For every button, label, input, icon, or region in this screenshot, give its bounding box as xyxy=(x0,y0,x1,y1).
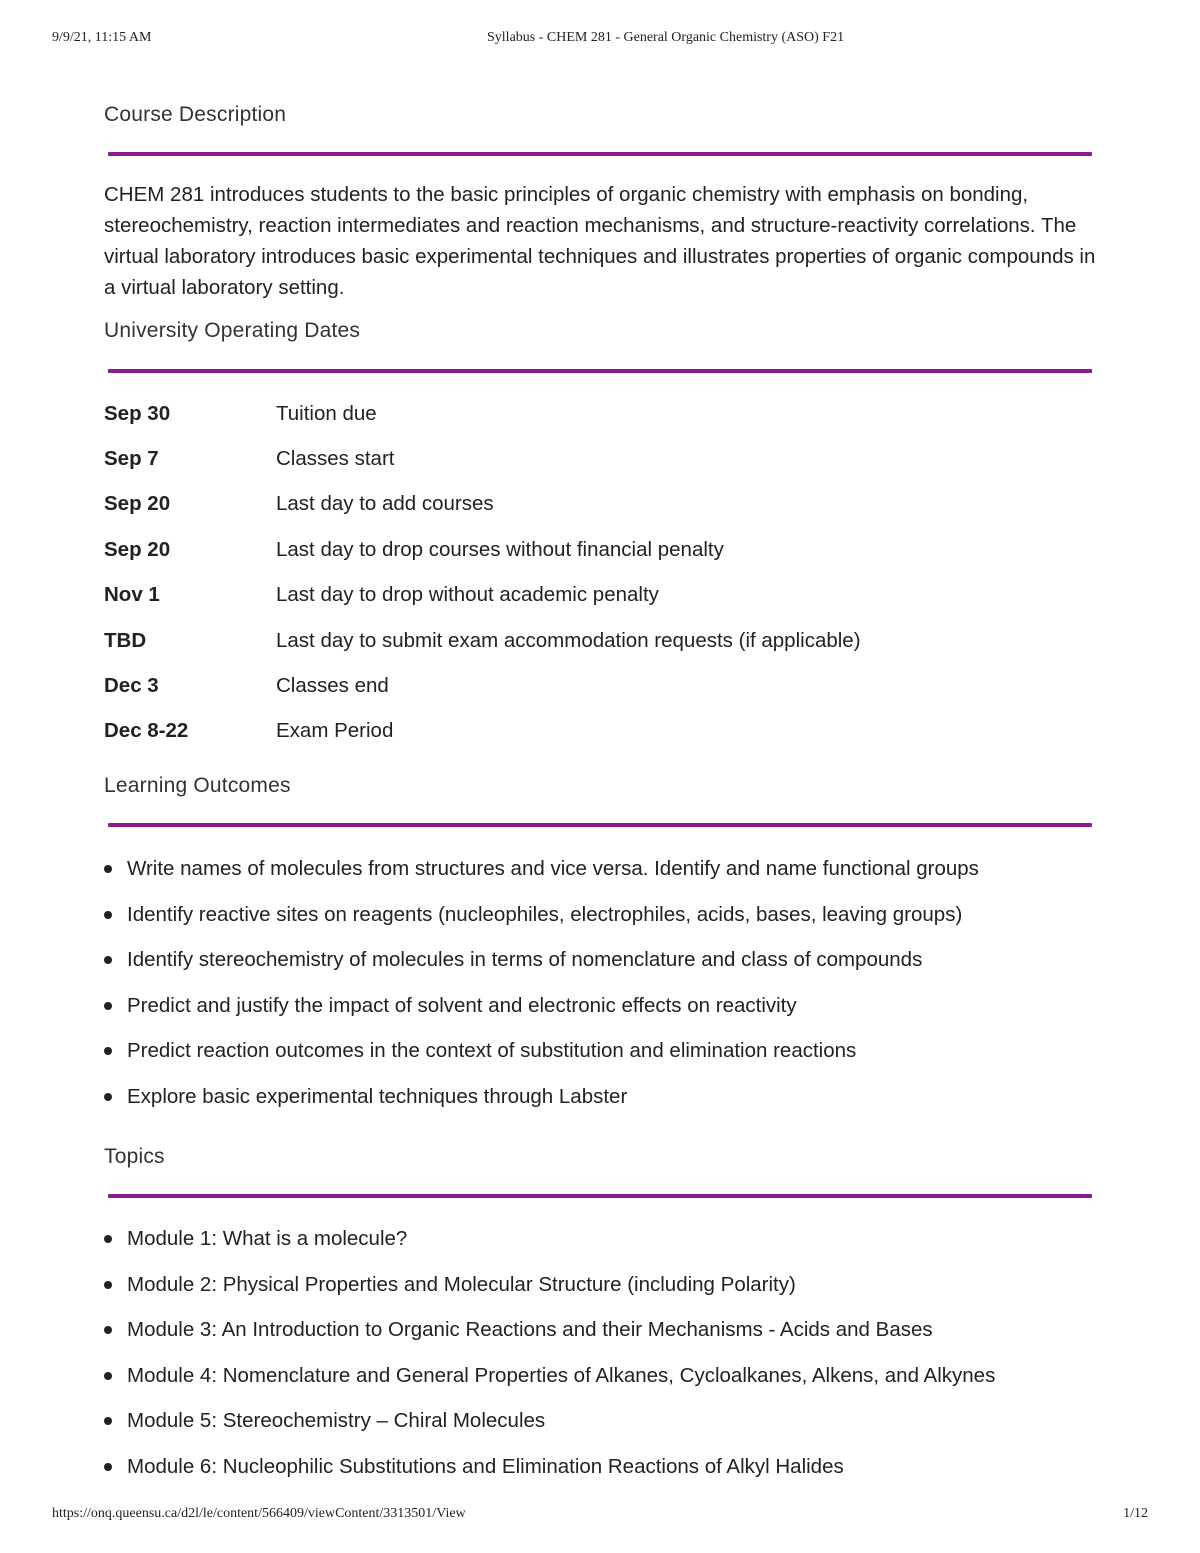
topics-heading: Topics xyxy=(104,1145,165,1169)
list-item xyxy=(104,1353,1096,1399)
operating-dates-table xyxy=(104,391,1096,754)
print-page-title: Syllabus - CHEM 281 - General Organic Chemistry (ASO) F21 xyxy=(487,30,845,45)
bullet-icon xyxy=(104,1002,112,1010)
syllabus-content xyxy=(104,100,1096,1489)
learning-outcomes-heading: Learning Outcomes xyxy=(104,774,291,798)
list-item xyxy=(104,1262,1096,1308)
bullet-icon xyxy=(104,1047,112,1055)
bullet-icon xyxy=(104,865,112,873)
date-cell: Sep 20 xyxy=(104,492,171,516)
date-cell: Nov 1 xyxy=(104,583,160,607)
list-item-text: Module 3: An Introduction to Organic Reactions and their Mechanisms - Acids and Bases xyxy=(127,1318,933,1342)
print-datetime: 9/9/21, 11:15 AM xyxy=(52,30,152,45)
date-cell: Dec 3 xyxy=(104,674,159,698)
learning-outcomes-list xyxy=(104,846,1096,1119)
date-row xyxy=(104,618,1096,663)
course-description-text: CHEM 281 introduces students to the basic principles of organic chemistry with emphasis on bonding, stereochemistry, reaction intermediates and reaction mechanisms, and structure-reactivity correlations. The virtual laboratory introduces basic experimental techniques and illustrates properties of organic compounds in a virtual laboratory setting. xyxy=(104,183,1096,299)
topics-section xyxy=(104,1142,1096,1489)
list-item-text: Predict reaction outcomes in the context of substitution and elimination reactions xyxy=(127,1039,857,1063)
list-item xyxy=(104,983,1096,1029)
course-description-section xyxy=(104,100,1096,303)
event-cell: Classes end xyxy=(276,674,389,698)
event-cell: Last day to drop without academic penalty xyxy=(276,583,659,607)
list-item-text: Identify reactive sites on reagents (nucleophiles, electrophiles, acids, bases, leaving groups) xyxy=(127,902,963,926)
print-footer xyxy=(52,1506,1148,1526)
section-divider xyxy=(108,152,1092,156)
bullet-icon xyxy=(104,1235,112,1243)
section-divider xyxy=(108,1194,1092,1198)
date-row xyxy=(104,482,1096,527)
list-item xyxy=(104,1028,1096,1074)
date-row xyxy=(104,709,1096,754)
list-item-text: Identify stereochemistry of molecules in terms of nomenclature and class of compounds xyxy=(127,948,923,972)
date-row xyxy=(104,663,1096,708)
date-cell: Sep 7 xyxy=(104,447,159,471)
list-item xyxy=(104,1074,1096,1120)
bullet-icon xyxy=(104,1417,112,1425)
list-item-text: Explore basic experimental techniques through Labster xyxy=(127,1084,628,1108)
list-item-text: Module 1: What is a molecule? xyxy=(127,1227,408,1251)
topics-list xyxy=(104,1216,1096,1489)
list-item-text: Module 2: Physical Properties and Molecular Structure (including Polarity) xyxy=(127,1272,796,1296)
print-header xyxy=(52,30,1148,50)
event-cell: Classes start xyxy=(276,447,395,471)
list-item xyxy=(104,1307,1096,1353)
list-item-text: Module 4: Nomenclature and General Properties of Alkanes, Cycloalkanes, Alkens, and Alkynes xyxy=(127,1363,996,1387)
course-description-heading: Course Description xyxy=(104,103,287,126)
list-item xyxy=(104,1216,1096,1262)
bullet-icon xyxy=(104,1093,112,1101)
bullet-icon xyxy=(104,1463,112,1471)
date-cell: Dec 8-22 xyxy=(104,719,189,743)
list-item xyxy=(104,846,1096,892)
date-row xyxy=(104,436,1096,481)
date-row xyxy=(104,527,1096,572)
event-cell: Last day to add courses xyxy=(276,492,494,516)
event-cell: Last day to drop courses without financial penalty xyxy=(276,537,724,561)
bullet-icon xyxy=(104,1281,112,1289)
operating-dates-section xyxy=(104,316,1096,754)
date-row xyxy=(104,573,1096,618)
list-item-text: Module 5: Stereochemistry – Chiral Molecules xyxy=(127,1409,546,1433)
bullet-icon xyxy=(104,956,112,964)
learning-outcomes-section xyxy=(104,771,1096,1119)
bullet-icon xyxy=(104,911,112,919)
page-number: 1/12 xyxy=(1123,1506,1148,1521)
list-item-text: Module 6: Nucleophilic Substitutions and Elimination Reactions of Alkyl Halides xyxy=(127,1454,844,1478)
list-item-text: Predict and justify the impact of solvent and electronic effects on reactivity xyxy=(127,993,797,1017)
date-cell: Sep 30 xyxy=(104,401,171,425)
section-divider xyxy=(108,369,1092,373)
bullet-icon xyxy=(104,1372,112,1380)
date-cell: Sep 20 xyxy=(104,537,171,561)
list-item xyxy=(104,937,1096,983)
list-item xyxy=(104,892,1096,938)
date-cell: TBD xyxy=(104,628,147,652)
event-cell: Last day to submit exam accommodation requests (if applicable) xyxy=(276,628,861,652)
list-item-text: Write names of molecules from structures and vice versa. Identify and name functional groups xyxy=(127,857,979,881)
operating-dates-heading: University Operating Dates xyxy=(104,319,361,342)
page-url: https://onq.queensu.ca/d2l/le/content/566409/viewContent/3313501/View xyxy=(52,1506,466,1521)
event-cell: Exam Period xyxy=(276,719,394,743)
event-cell: Tuition due xyxy=(276,401,377,425)
list-item xyxy=(104,1398,1096,1444)
list-item xyxy=(104,1444,1096,1490)
section-divider xyxy=(108,823,1092,827)
date-row xyxy=(104,391,1096,436)
bullet-icon xyxy=(104,1326,112,1334)
